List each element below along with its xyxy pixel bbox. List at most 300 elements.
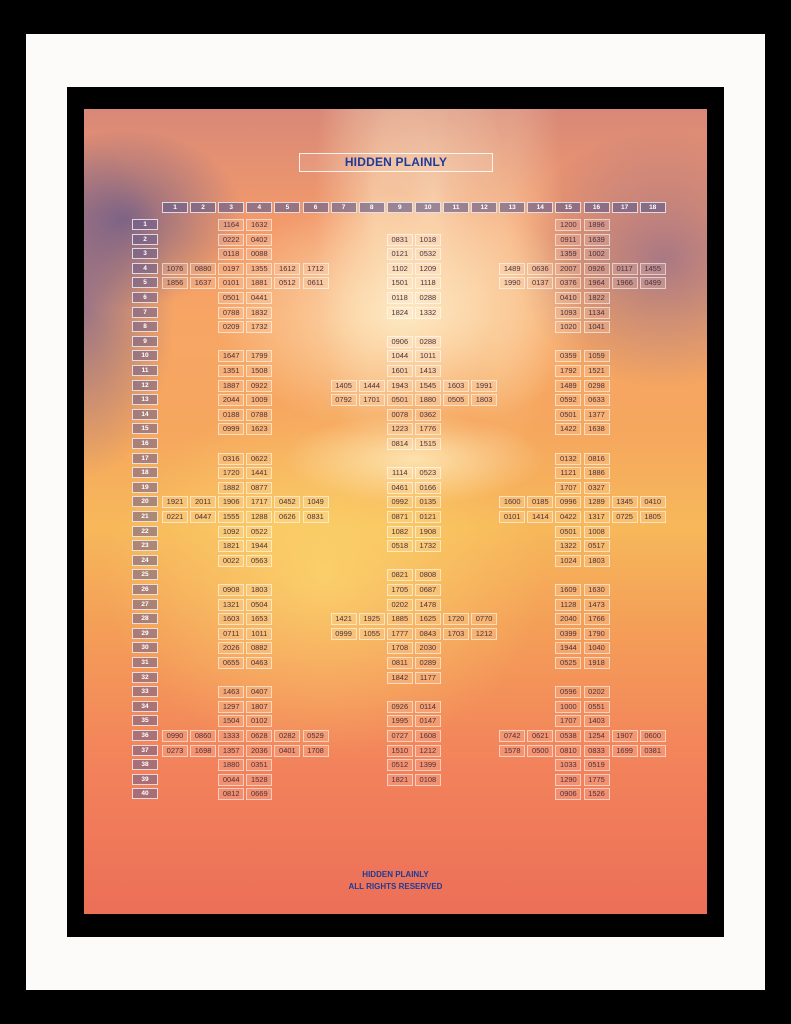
grid-cell: 1790 [584,628,610,640]
grid-cell: 0088 [246,248,272,260]
column-header: 11 [443,202,469,213]
row-header: 35 [132,715,158,726]
grid-cell: 1345 [612,496,638,508]
column-header: 17 [612,202,638,213]
grid-cell: 1421 [331,613,357,625]
row-header: 5 [132,277,158,288]
grid-cell: 0538 [555,730,581,742]
grid-cell: 1555 [218,511,244,523]
row-header: 24 [132,555,158,566]
grid-cell: 0512 [387,759,413,771]
row-header: 33 [132,686,158,697]
grid-cell: 0359 [555,350,581,362]
grid-cell: 0592 [555,394,581,406]
grid-cell: 1821 [218,540,244,552]
grid-cell: 0633 [584,394,610,406]
grid-cell: 0522 [246,526,272,538]
grid-cell: 1880 [415,394,441,406]
grid-cell: 1118 [415,277,441,289]
grid-cell: 1991 [471,380,497,392]
grid-cell: 1603 [218,613,244,625]
grid-cell: 0209 [218,321,244,333]
row-header: 21 [132,511,158,522]
row-header: 22 [132,526,158,537]
row-header: 32 [132,672,158,683]
grid-cell: 0990 [162,730,188,742]
grid-cell: 0999 [218,423,244,435]
row-header: 13 [132,394,158,405]
grid-cell: 1766 [584,613,610,625]
grid-cell: 0812 [218,788,244,800]
grid-cell: 2007 [555,263,581,275]
row-header: 38 [132,759,158,770]
grid-cell: 1921 [162,496,188,508]
grid-cell: 1990 [499,277,525,289]
grid-cell: 0711 [218,628,244,640]
row-header: 18 [132,467,158,478]
grid-cell: 0669 [246,788,272,800]
grid-cell: 1701 [359,394,385,406]
row-header: 6 [132,292,158,303]
grid-cell: 1886 [584,467,610,479]
grid-cell: 0816 [584,453,610,465]
grid-cell: 0327 [584,482,610,494]
grid-cell: 0622 [246,453,272,465]
grid-cell: 0871 [387,511,413,523]
grid-cell: 0742 [499,730,525,742]
grid-cell: 1093 [555,307,581,319]
grid-cell: 0501 [555,409,581,421]
grid-cell: 1528 [246,774,272,786]
grid-cell: 1322 [555,540,581,552]
grid-cell: 0517 [584,540,610,552]
grid-cell: 0529 [303,730,329,742]
row-header: 29 [132,628,158,639]
column-header: 14 [527,202,553,213]
grid-cell: 1943 [387,380,413,392]
grid-cell: 0525 [555,657,581,669]
grid-cell: 0166 [415,482,441,494]
row-header: 34 [132,701,158,712]
grid-cell: 1288 [246,511,272,523]
grid-cell: 1578 [499,745,525,757]
grid-cell: 0422 [555,511,581,523]
grid-cell: 0117 [612,263,638,275]
grid-cell: 0877 [246,482,272,494]
grid-cell: 0137 [527,277,553,289]
column-header: 16 [584,202,610,213]
grid-cell: 1121 [555,467,581,479]
grid-cell: 1807 [246,701,272,713]
grid-cell: 1732 [415,540,441,552]
grid-cell: 0808 [415,569,441,581]
grid-cell: 1297 [218,701,244,713]
grid-cell: 0563 [246,555,272,567]
grid-cell: 1377 [584,409,610,421]
grid-cell: 1638 [584,423,610,435]
grid-cell: 0882 [246,642,272,654]
grid-cell: 0500 [527,745,553,757]
grid-cell: 0022 [218,555,244,567]
grid-cell: 1033 [555,759,581,771]
grid-cell: 1603 [443,380,469,392]
grid-cell: 0399 [555,628,581,640]
grid-cell: 1803 [471,394,497,406]
grid-cell: 1623 [246,423,272,435]
grid-cell: 1044 [387,350,413,362]
grid-cell: 0551 [584,701,610,713]
grid-cell: 0655 [218,657,244,669]
grid-cell: 0636 [527,263,553,275]
grid-cell: 0108 [415,774,441,786]
grid-cell: 1966 [612,277,638,289]
grid-cell: 1223 [387,423,413,435]
grid-cell: 0222 [218,234,244,246]
row-header: 12 [132,380,158,391]
grid-cell: 1357 [218,745,244,757]
grid-cell: 1896 [584,219,610,231]
column-header: 10 [415,202,441,213]
grid-cell: 1355 [246,263,272,275]
grid-cell: 0121 [415,511,441,523]
grid-cell: 1995 [387,715,413,727]
grid-cell: 1102 [387,263,413,275]
grid-cell: 2036 [246,745,272,757]
row-header: 3 [132,248,158,259]
grid-cell: 0221 [162,511,188,523]
grid-cell: 0441 [246,292,272,304]
grid-cell: 0727 [387,730,413,742]
grid-cell: 0504 [246,599,272,611]
row-header: 20 [132,496,158,507]
grid-cell: 1489 [499,263,525,275]
grid-cell: 1720 [218,467,244,479]
grid-cell: 1880 [218,759,244,771]
grid-cell: 0628 [246,730,272,742]
row-header: 36 [132,730,158,741]
grid-cell: 1703 [443,628,469,640]
grid-cell: 1510 [387,745,413,757]
row-header: 9 [132,336,158,347]
grid-cell: 0926 [387,701,413,713]
grid-cell: 1708 [387,642,413,654]
grid-cell: 1625 [415,613,441,625]
grid-cell: 1630 [584,584,610,596]
grid-cell: 0860 [190,730,216,742]
grid-cell: 1944 [555,642,581,654]
grid-cell: 0792 [331,394,357,406]
grid-cell: 1612 [274,263,300,275]
grid-cell: 1521 [584,365,610,377]
footer-rights: ALL RIGHTS RESERVED [348,882,443,891]
column-header: 8 [359,202,385,213]
grid-cell: 1720 [443,613,469,625]
grid-cell: 0197 [218,263,244,275]
grid-cell: 0843 [415,628,441,640]
grid-cell: 0410 [640,496,666,508]
grid-cell: 1212 [471,628,497,640]
grid-cell: 0202 [584,686,610,698]
grid-cell: 1082 [387,526,413,538]
row-header: 25 [132,569,158,580]
grid-cell: 1254 [584,730,610,742]
grid-cell: 1632 [246,219,272,231]
sunset-poster [84,109,707,914]
grid-cell: 1504 [218,715,244,727]
grid-cell: 1653 [246,613,272,625]
grid-cell: 1601 [387,365,413,377]
grid-cell: 1925 [359,613,385,625]
grid-cell: 0273 [162,745,188,757]
grid-cell: 1489 [555,380,581,392]
grid-cell: 0831 [303,511,329,523]
grid-cell: 1040 [584,642,610,654]
row-header: 23 [132,540,158,551]
grid-cell: 1647 [218,350,244,362]
grid-cell: 1359 [555,248,581,260]
grid-cell: 1832 [246,307,272,319]
row-header: 15 [132,423,158,434]
grid-cell: 1008 [584,526,610,538]
grid-cell: 0118 [218,248,244,260]
grid-cell: 0132 [555,453,581,465]
title-box [299,153,493,172]
grid-cell: 0518 [387,540,413,552]
grid-cell: 1515 [415,438,441,450]
grid-cell: 0831 [387,234,413,246]
grid-cell: 2030 [415,642,441,654]
grid-cell: 0316 [218,453,244,465]
grid-cell: 1011 [415,350,441,362]
grid-cell: 1444 [359,380,385,392]
grid-cell: 0501 [555,526,581,538]
row-header: 16 [132,438,158,449]
grid-cell: 1200 [555,219,581,231]
grid-cell: 1414 [527,511,553,523]
grid-cell: 1403 [584,715,610,727]
grid-cell: 0447 [190,511,216,523]
grid-cell: 1887 [218,380,244,392]
row-header: 40 [132,788,158,799]
grid-cell: 0461 [387,482,413,494]
row-header: 4 [132,263,158,274]
column-header: 9 [387,202,413,213]
grid-cell: 1805 [640,511,666,523]
grid-cell: 0188 [218,409,244,421]
grid-cell: 0512 [274,277,300,289]
grid-cell: 1321 [218,599,244,611]
grid-cell: 1049 [303,496,329,508]
grid-cell: 0044 [218,774,244,786]
column-header: 12 [471,202,497,213]
grid-cell: 1637 [190,277,216,289]
row-header: 14 [132,409,158,420]
grid-cell: 0351 [246,759,272,771]
grid-cell: 0600 [640,730,666,742]
grid-cell: 1799 [246,350,272,362]
grid-cell: 0532 [415,248,441,260]
grid-cell: 1128 [555,599,581,611]
grid-cell: 1405 [331,380,357,392]
grid-cell: 1422 [555,423,581,435]
grid-cell: 0687 [415,584,441,596]
grid-cell: 1707 [555,715,581,727]
grid-cell: 1455 [640,263,666,275]
grid-cell: 0996 [555,496,581,508]
grid-cell: 0833 [584,745,610,757]
grid-cell: 1134 [584,307,610,319]
grid-cell: 1885 [387,613,413,625]
grid-cell: 0821 [387,569,413,581]
grid-cell: 1501 [387,277,413,289]
grid-cell: 1332 [415,307,441,319]
grid-cell: 0880 [190,263,216,275]
grid-cell: 1209 [415,263,441,275]
grid-cell: 1317 [584,511,610,523]
grid-cell: 1639 [584,234,610,246]
grid-cell: 1732 [246,321,272,333]
grid-cell: 1824 [387,307,413,319]
grid-cell: 0402 [246,234,272,246]
row-header: 1 [132,219,158,230]
grid-cell: 1699 [612,745,638,757]
row-header: 26 [132,584,158,595]
grid-cell: 0999 [331,628,357,640]
grid-cell: 1777 [387,628,413,640]
grid-cell: 1463 [218,686,244,698]
grid-cell: 1906 [218,496,244,508]
grid-cell: 1024 [555,555,581,567]
grid-cell: 0788 [246,409,272,421]
grid-cell: 0452 [274,496,300,508]
column-header: 7 [331,202,357,213]
grid-cell: 1944 [246,540,272,552]
grid-cell: 1290 [555,774,581,786]
row-header: 7 [132,307,158,318]
grid-cell: 0811 [387,657,413,669]
row-header: 30 [132,642,158,653]
grid-cell: 1351 [218,365,244,377]
grid-cell: 1600 [499,496,525,508]
grid-cell: 0298 [584,380,610,392]
grid-cell: 1698 [190,745,216,757]
column-header: 18 [640,202,666,213]
grid-cell: 0118 [387,292,413,304]
row-header: 19 [132,482,158,493]
row-header: 11 [132,365,158,376]
grid-cell: 1526 [584,788,610,800]
column-header: 1 [162,202,188,213]
grid-cell: 1478 [415,599,441,611]
grid-cell: 1707 [555,482,581,494]
grid-cell: 1055 [359,628,385,640]
grid-cell: 0725 [612,511,638,523]
grid-cell: 0810 [555,745,581,757]
grid-cell: 1881 [246,277,272,289]
row-header: 37 [132,745,158,756]
grid-cell: 1712 [303,263,329,275]
grid-cell: 1775 [584,774,610,786]
grid-cell: 0288 [415,292,441,304]
grid-cell: 1803 [246,584,272,596]
grid-cell: 1009 [246,394,272,406]
grid-cell: 1508 [246,365,272,377]
grid-cell: 0121 [387,248,413,260]
column-header: 15 [555,202,581,213]
grid-cell: 0135 [415,496,441,508]
grid-cell: 0596 [555,686,581,698]
grid-cell: 0501 [218,292,244,304]
grid-cell: 2040 [555,613,581,625]
grid-cell: 0147 [415,715,441,727]
grid-cell: 0814 [387,438,413,450]
row-header: 10 [132,350,158,361]
column-header: 2 [190,202,216,213]
grid-cell: 0101 [218,277,244,289]
grid-cell: 0922 [246,380,272,392]
grid-cell: 0501 [387,394,413,406]
grid-cell: 1908 [415,526,441,538]
grid-cell: 0626 [274,511,300,523]
grid-cell: 1705 [387,584,413,596]
grid-cell: 1000 [555,701,581,713]
grid-cell: 0611 [303,277,329,289]
grid-cell: 1609 [555,584,581,596]
grid-cell: 1164 [218,219,244,231]
grid-cell: 1413 [415,365,441,377]
column-header: 13 [499,202,525,213]
grid-cell: 0202 [387,599,413,611]
grid-cell: 1018 [415,234,441,246]
grid-cell: 0992 [387,496,413,508]
row-header: 8 [132,321,158,332]
grid-cell: 0911 [555,234,581,246]
grid-cell: 1882 [218,482,244,494]
grid-cell: 2026 [218,642,244,654]
footer-title: HIDDEN PLAINLY [362,870,429,879]
grid-cell: 0908 [218,584,244,596]
grid-cell: 1964 [584,277,610,289]
grid-cell: 0289 [415,657,441,669]
grid-cell: 1856 [162,277,188,289]
poster-title: HIDDEN PLAINLY [344,155,448,169]
grid-cell: 0282 [274,730,300,742]
grid-cell: 0185 [527,496,553,508]
grid-cell: 1918 [584,657,610,669]
grid-cell: 0906 [387,336,413,348]
grid-cell: 1907 [612,730,638,742]
grid-cell: 1821 [387,774,413,786]
grid-cell: 1842 [387,672,413,684]
row-header: 39 [132,774,158,785]
row-header: 2 [132,234,158,245]
row-header: 31 [132,657,158,668]
grid-cell: 1177 [415,672,441,684]
grid-cell: 1803 [584,555,610,567]
grid-cell: 1002 [584,248,610,260]
grid-cell: 1212 [415,745,441,757]
grid-cell: 0410 [555,292,581,304]
grid-cell: 0499 [640,277,666,289]
grid-cell: 0519 [584,759,610,771]
grid-cell: 1059 [584,350,610,362]
grid-cell: 1545 [415,380,441,392]
grid-cell: 0114 [415,701,441,713]
grid-cell: 1289 [584,496,610,508]
grid-cell: 1708 [303,745,329,757]
grid-cell: 1092 [218,526,244,538]
grid-cell: 0770 [471,613,497,625]
